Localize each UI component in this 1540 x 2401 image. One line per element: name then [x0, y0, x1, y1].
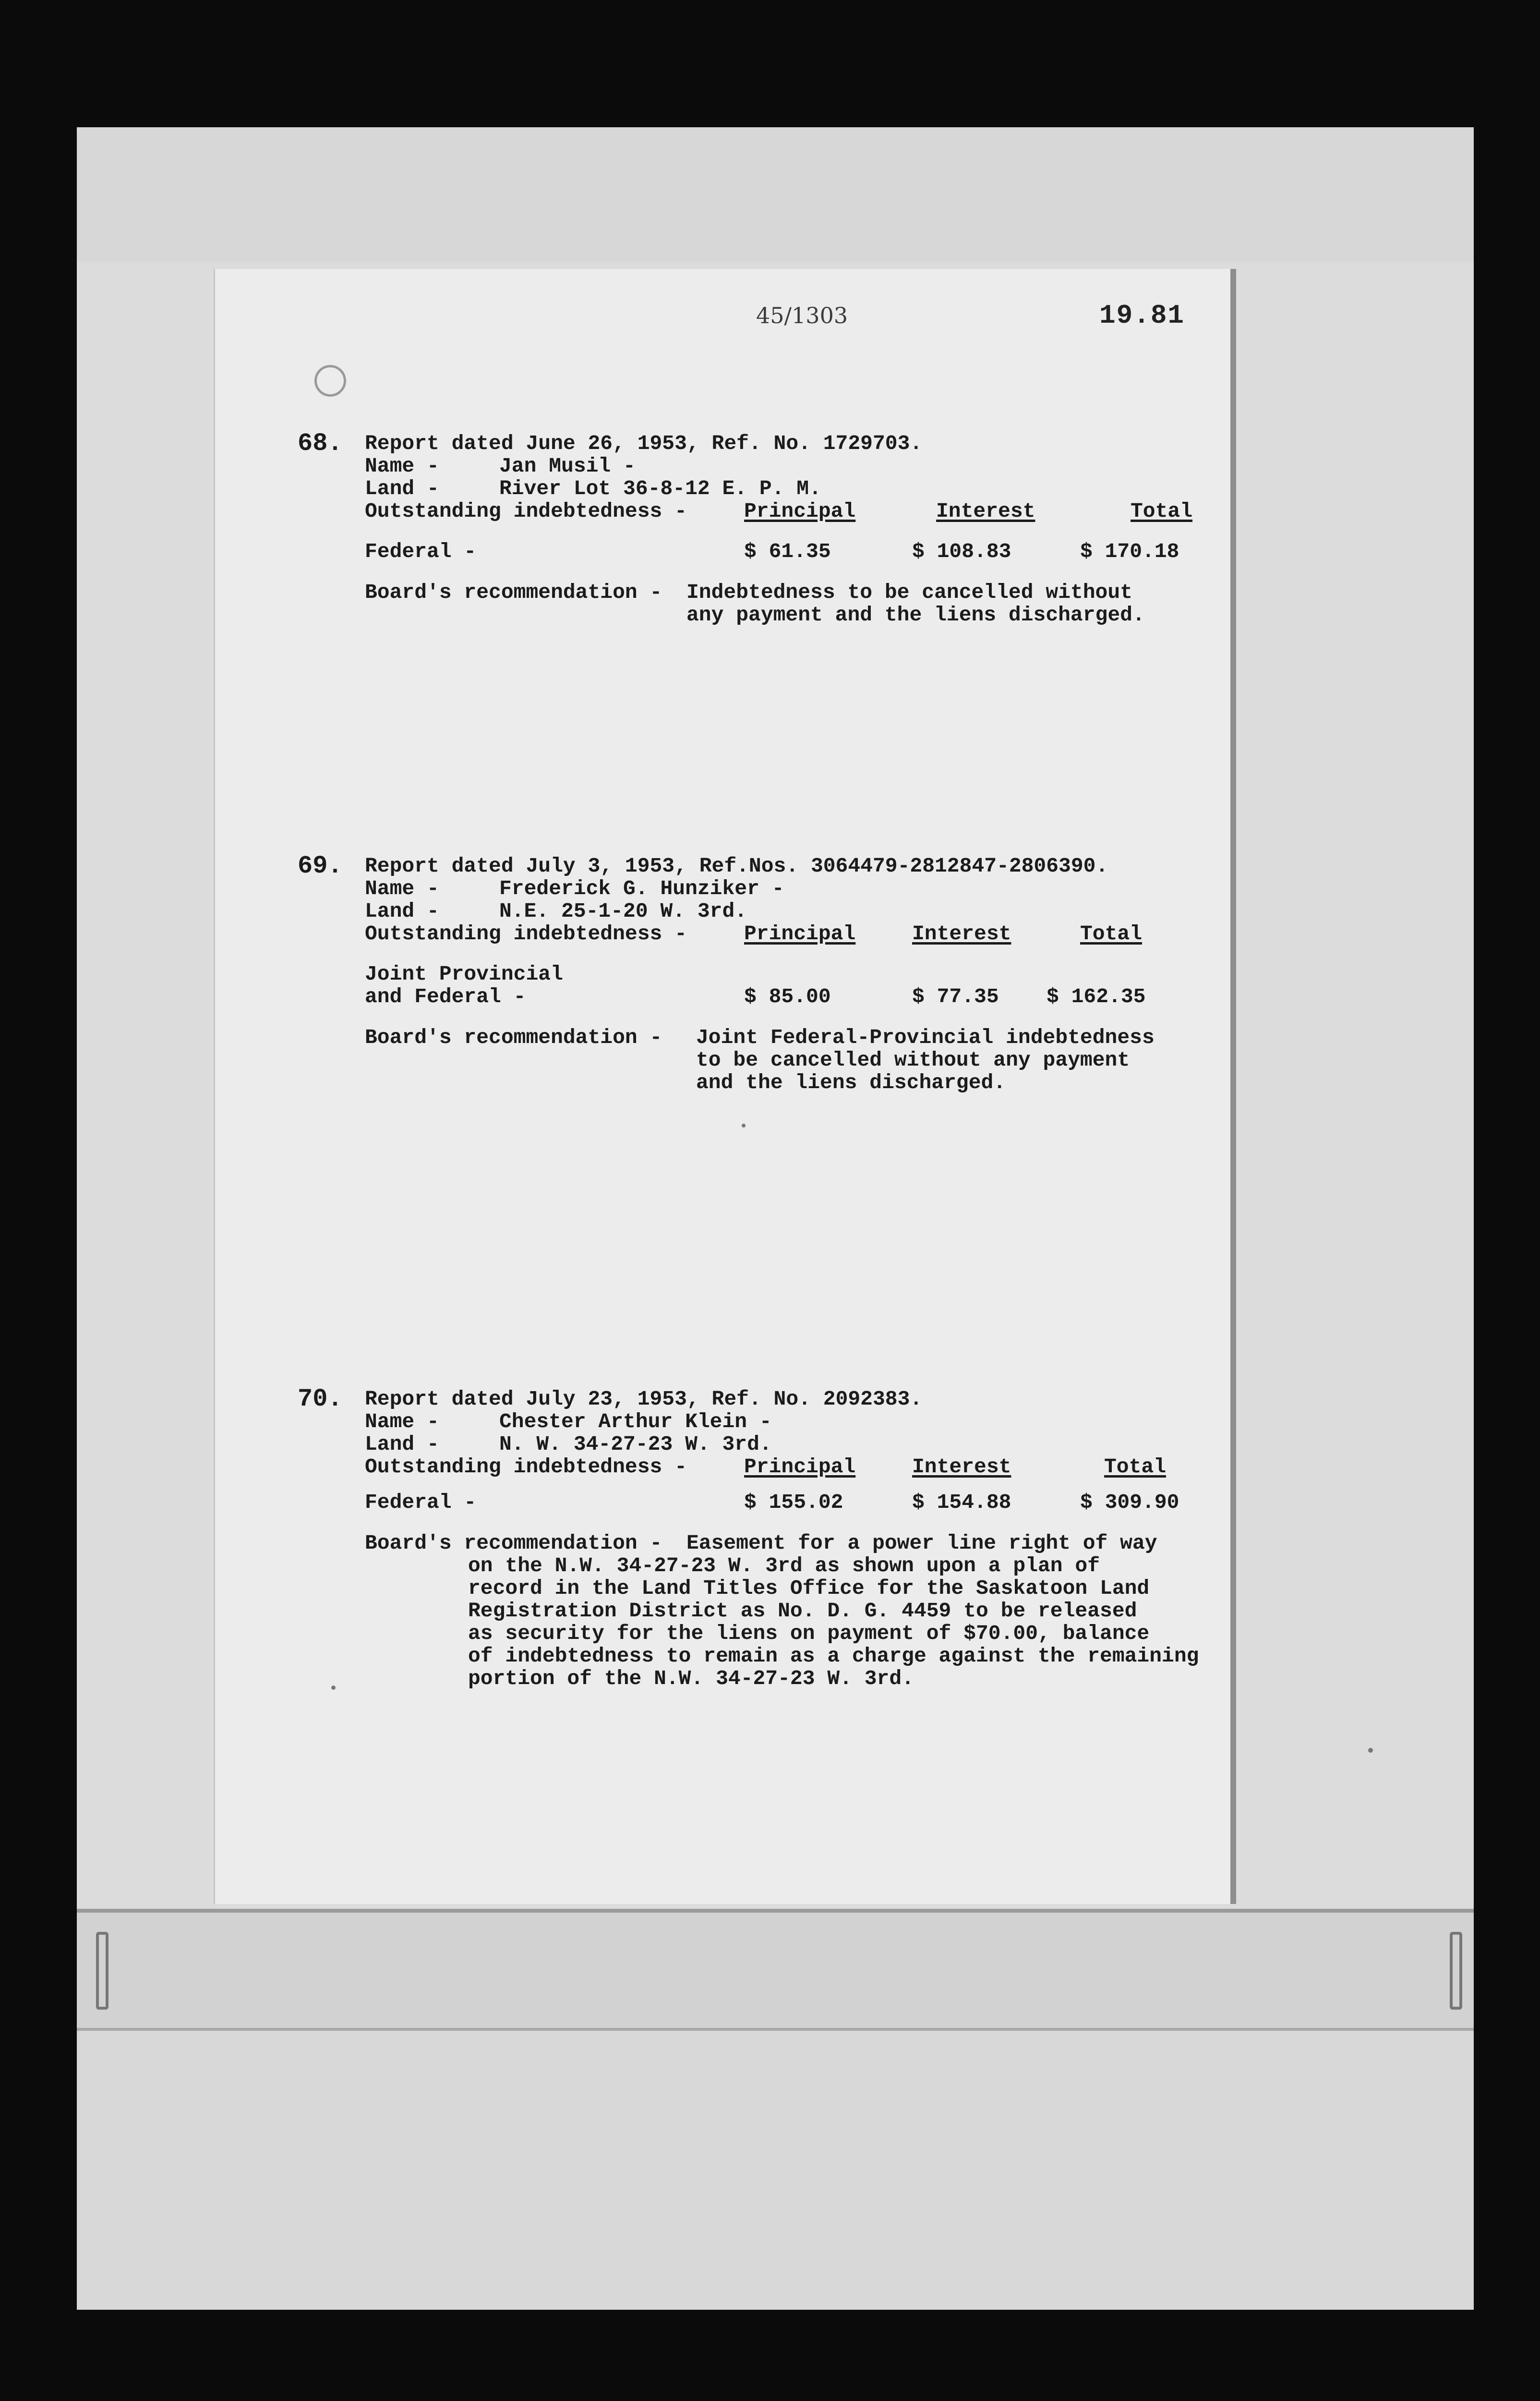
header-total: Total: [1080, 922, 1143, 946]
amount-principal: $ 155.02: [744, 1491, 843, 1514]
recommendation-line: portion of the N.W. 34-27-23 W. 3rd.: [468, 1667, 914, 1690]
amount-principal: $ 85.00: [744, 985, 831, 1008]
amount-principal: $ 61.35: [744, 540, 831, 563]
handwritten-reference: 45/1303: [756, 303, 848, 328]
entry-number: 68.: [298, 429, 343, 458]
recommendation-line: Registration District as No. D. G. 4459 to be released: [468, 1599, 1137, 1623]
recommendation-line: Easement for a power line right of way: [686, 1531, 1157, 1555]
land-label: Land -: [365, 899, 439, 923]
amount-total: $ 170.18: [1080, 540, 1179, 563]
recommendation-line: and the liens discharged.: [696, 1071, 1006, 1094]
recommendation-label: Board's recommendation -: [365, 581, 662, 604]
punch-hole-icon: [314, 365, 346, 397]
land-value: N. W. 34-27-23 W. 3rd.: [499, 1432, 772, 1456]
backing-board-bottom: [77, 2027, 1474, 2310]
recommendation-label: Board's recommendation -: [365, 1531, 662, 1555]
entry-number: 70.: [298, 1385, 343, 1413]
name-value: Frederick G. Hunziker -: [499, 877, 784, 900]
header-total: Total: [1104, 1455, 1167, 1479]
backing-board-top: [77, 127, 1474, 262]
binding-strip: [77, 1909, 1474, 2031]
amount-total: $ 309.90: [1080, 1491, 1179, 1514]
land-label: Land -: [365, 1432, 439, 1456]
paper-speck: [331, 1686, 336, 1690]
right-bracket-icon: [1450, 1932, 1462, 2010]
name-label: Name -: [365, 454, 439, 478]
indebtedness-label: Outstanding indebtedness -: [365, 922, 687, 946]
recommendation-line: as security for the liens on payment of $70.00, balance: [468, 1622, 1150, 1645]
amount-total: $ 162.35: [1047, 985, 1146, 1008]
paper-speck: [1368, 1748, 1373, 1753]
name-value: Jan Musil -: [499, 454, 636, 478]
recommendation-line: Joint Federal-Provincial indebtedness: [696, 1026, 1155, 1049]
land-value: River Lot 36-8-12 E. P. M.: [499, 477, 821, 500]
header-principal: Principal: [744, 922, 856, 946]
land-label: Land -: [365, 477, 439, 500]
recommendation-line: Indebtedness to be cancelled without: [686, 581, 1132, 604]
category-label: Federal -: [365, 540, 477, 563]
header-total: Total: [1131, 499, 1193, 523]
recommendation-line: any payment and the liens discharged.: [686, 603, 1145, 627]
recommendation-line: of indebtedness to remain as a charge against the remaining: [468, 1644, 1199, 1668]
header-interest: Interest: [936, 499, 1035, 523]
amount-interest: $ 154.88: [912, 1491, 1011, 1514]
category-label: and Federal -: [365, 985, 526, 1008]
amount-interest: $ 77.35: [912, 985, 999, 1008]
paper-speck: [742, 1124, 746, 1128]
header-interest: Interest: [912, 1455, 1011, 1479]
land-value: N.E. 25-1-20 W. 3rd.: [499, 899, 747, 923]
category-label: Federal -: [365, 1491, 477, 1514]
name-label: Name -: [365, 1410, 439, 1433]
report-line: Report dated July 23, 1953, Ref. No. 2092383.: [365, 1387, 923, 1411]
report-line: Report dated July 3, 1953, Ref.Nos. 3064479-2812847-2806390.: [365, 854, 1108, 878]
category-label: Joint Provincial: [365, 962, 563, 986]
recommendation-line: on the N.W. 34-27-23 W. 3rd as shown upon a plan of: [468, 1554, 1100, 1577]
recommendation-label: Board's recommendation -: [365, 1026, 662, 1049]
report-line: Report dated June 26, 1953, Ref. No. 1729703.: [365, 432, 923, 455]
header-principal: Principal: [744, 1455, 856, 1479]
name-label: Name -: [365, 877, 439, 900]
amount-interest: $ 108.83: [912, 540, 1011, 563]
header-interest: Interest: [912, 922, 1011, 946]
header-principal: Principal: [744, 499, 856, 523]
indebtedness-label: Outstanding indebtedness -: [365, 499, 687, 523]
recommendation-line: to be cancelled without any payment: [696, 1048, 1130, 1072]
entry-number: 69.: [298, 852, 343, 880]
indebtedness-label: Outstanding indebtedness -: [365, 1455, 687, 1479]
page-number: 19.81: [1099, 300, 1185, 331]
recommendation-line: record in the Land Titles Office for the Saskatoon Land: [468, 1576, 1150, 1600]
name-value: Chester Arthur Klein -: [499, 1410, 772, 1433]
left-bracket-icon: [96, 1932, 108, 2010]
